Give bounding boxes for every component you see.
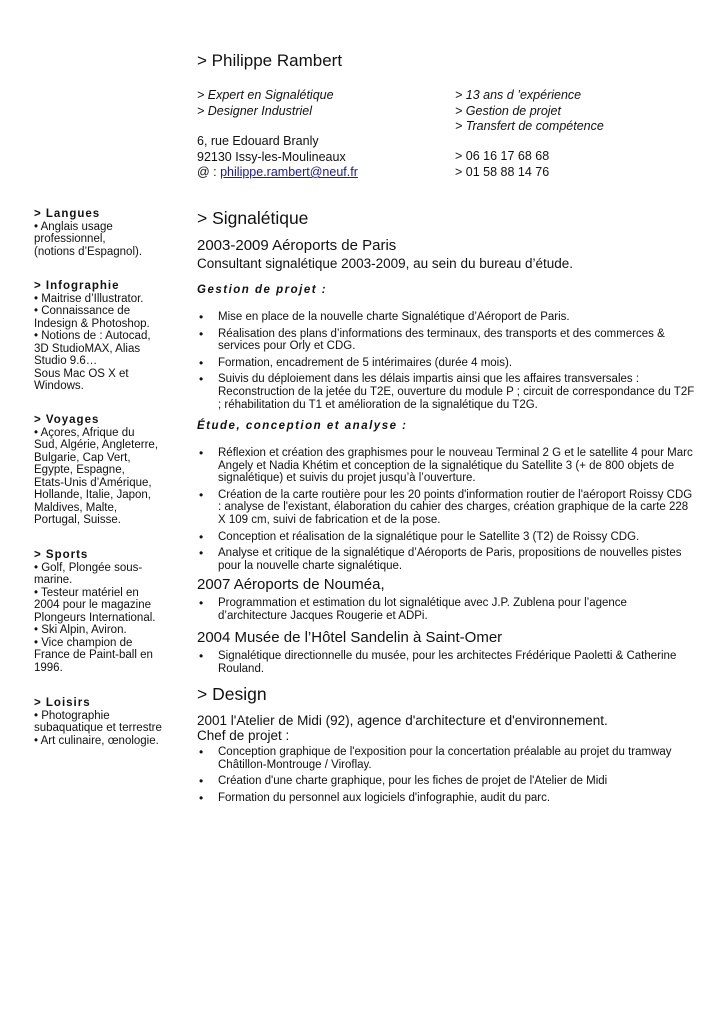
subsection-etude: Étude, conception et analyse :	[197, 420, 408, 432]
contact-address	[197, 134, 358, 181]
sidebar-line: Sud, Algérie, Angleterre,	[34, 439, 159, 451]
list-item: • Réalisation des plans d’informations des terminaux, des transports et des commerces & services pour Orly et CDG.	[197, 328, 697, 353]
sidebar-line: Etats-Unis d’Amérique,	[34, 476, 152, 489]
header-highlight-line: > Transfert de compétence	[455, 119, 604, 133]
sidebar-line: Egypte, Espagne,	[34, 464, 125, 476]
sidebar-line: Plongeurs International.	[34, 611, 156, 624]
sidebar-section-title: > Sports	[34, 549, 89, 561]
address-line-2: 92130 Issy-les-Moulineaux	[197, 149, 346, 164]
sidebar-line: • Açores, Afrique du	[34, 426, 135, 439]
list-item: • Analyse et critique de la signalétique d’Aéroports de Paris, propositions de nouvelles pistes pour la nouvelle charte signalétique.	[197, 547, 697, 572]
sidebar-line: (notions d’Espagnol).	[34, 245, 143, 258]
sidebar-line: • Vice champion de	[34, 636, 133, 649]
list-item: • Formation, encadrement de 5 intérimaires (durée 4 mois).	[197, 357, 697, 370]
sidebar-line: Indesign & Photoshop.	[34, 317, 150, 330]
job-role-adp: Consultant signalétique 2003-2009, au sein du bureau d’étude.	[197, 256, 574, 271]
sidebar-sports	[34, 549, 184, 674]
header-title-line: > Designer Industriel	[197, 103, 312, 118]
sidebar-line: • Testeur matériel en	[34, 586, 139, 599]
sidebar-section-title: > Voyages	[34, 414, 100, 426]
design-list	[197, 746, 697, 808]
sidebar-voyages	[34, 414, 184, 527]
sandelin-list	[197, 650, 697, 679]
job-role-atelier: Chef de projet :	[197, 728, 290, 743]
sidebar-line: Studio 9.6…	[34, 355, 98, 367]
job-title-adp: 2003-2009 Aéroports de Paris	[197, 237, 397, 254]
list-item: • Suivis du déploiement dans les délais impartis ainsi que les affaires transversales : Reconstruction de la jetée du T2E, ouverture du module P ; circuit de correspondance du T2F ; réhabilitation du T1 et amélioration de la signalétique du T2G.	[197, 373, 697, 411]
etude-list	[197, 447, 697, 576]
sidebar-loisirs	[34, 697, 184, 747]
candidate-name: > Philippe Rambert	[197, 51, 343, 70]
sidebar-section-title: > Infographie	[34, 280, 120, 292]
email-prefix: @ :	[197, 165, 221, 179]
sidebar-infographie	[34, 280, 184, 393]
subsection-gestion: Gestion de projet :	[197, 284, 328, 296]
sidebar-line: Maldives, Malte,	[34, 501, 118, 514]
email-link[interactable]: philippe.rambert@neuf.fr	[220, 165, 358, 179]
noumea-list	[197, 597, 697, 626]
gestion-list	[197, 311, 697, 415]
list-item: • Mise en place de la nouvelle charte Signalétique d’Aéroport de Paris.	[197, 311, 697, 324]
job-title-noumea: 2007 Aéroports de Nouméa,	[197, 576, 385, 593]
sidebar-section-title: > Langues	[34, 208, 101, 220]
sidebar-line: professionnel,	[34, 233, 106, 245]
job-title-sandelin: 2004 Musée de l’Hôtel Sandelin à Saint-Omer	[197, 629, 503, 646]
header-right-highlights	[455, 88, 604, 135]
list-item: • Conception graphique de l'exposition pour la concertation préalable au projet du tramway Châtillon-Montrouge / Viroflay.	[197, 746, 697, 771]
sidebar-line: marine.	[34, 574, 73, 586]
sidebar-line: Hollande, Italie, Japon,	[34, 489, 151, 501]
sidebar-line: 1996.	[34, 661, 63, 674]
list-item: • Signalétique directionnelle du musée, pour les architectes Frédérique Paoletti & Catherine Rouland.	[197, 650, 697, 675]
list-item: • Création de la carte routière pour les 20 points d'information routier de l'aéroport Roissy CDG : analyse de l'existant, élaboration du cahier des charges, création graphique de la carte 228 X 109 cm, suivi de fabrication et de la pose.	[197, 489, 697, 527]
sidebar-line: subaquatique et terrestre	[34, 722, 162, 734]
sidebar-line: Bulgarie, Cap Vert,	[34, 451, 131, 464]
section-title-design: > Design	[197, 684, 267, 704]
sidebar-line: • Notions de : Autocad,	[34, 330, 151, 342]
phone-landline: > 01 58 88 14 76	[455, 164, 550, 179]
sidebar-line: France de Paint-ball en	[34, 649, 153, 661]
job-title-atelier: 2001 l'Atelier de Midi (92), agence d'architecture et d'environnement.	[197, 713, 608, 728]
sidebar-line: Sous Mac OS X et	[34, 367, 129, 380]
sidebar-line: • Connaissance de	[34, 305, 131, 317]
list-item: • Conception et réalisation de la signalétique pour le Satellite 3 (T2) de Roissy CDG.	[197, 531, 697, 544]
sidebar-line: • Photographie	[34, 709, 110, 722]
contact-phones	[455, 149, 549, 180]
header-highlight-line: > Gestion de projet	[455, 103, 561, 118]
sidebar-line: 2004 pour le magazine	[34, 599, 151, 611]
sidebar-line: Portugal, Suisse.	[34, 514, 121, 526]
sidebar-line: • Maitrise d’Illustrator.	[34, 292, 144, 305]
list-item: • Programmation et estimation du lot signalétique avec J.P. Zublena pour l’agence d’architecture Jacques Rougerie et ADPi.	[197, 597, 697, 622]
sidebar-line: Windows.	[34, 380, 84, 392]
sidebar-langues	[34, 208, 184, 258]
sidebar-line: 3D StudioMAX, Alias	[34, 342, 141, 355]
list-item: • Création d'une charte graphique, pour les fiches de projet de l'Atelier de Midi	[197, 775, 697, 788]
header-title-line: > Expert en Signalétique	[197, 88, 334, 102]
header-left-titles	[197, 88, 334, 119]
phone-mobile: > 06 16 17 68 68	[455, 149, 550, 163]
address-line-1: 6, rue Edouard Branly	[197, 134, 319, 148]
email-line	[197, 165, 358, 181]
sidebar-line: • Golf, Plongée sous-	[34, 561, 143, 574]
section-title-signaletique: > Signalétique	[197, 208, 309, 228]
sidebar-line: • Ski Alpin, Aviron.	[34, 624, 127, 636]
sidebar-line: • Anglais usage	[34, 220, 113, 233]
sidebar-section-title: > Loisirs	[34, 697, 91, 709]
header-highlight-line: > 13 ans d ’expérience	[455, 88, 582, 102]
sidebar-line: • Art culinaire, œnologie.	[34, 734, 159, 747]
list-item: • Réflexion et création des graphismes pour le nouveau Terminal 2 G et le satellite 4 pour Marc Angely et Nadia Khétim et conception de la signalétique du Satellite 3 (+ de 800 objets de signalétique) et suivis du projet jusqu’à l’ouverture.	[197, 447, 697, 485]
list-item: • Formation du personnel aux logiciels d'infographie, audit du parc.	[197, 792, 697, 805]
